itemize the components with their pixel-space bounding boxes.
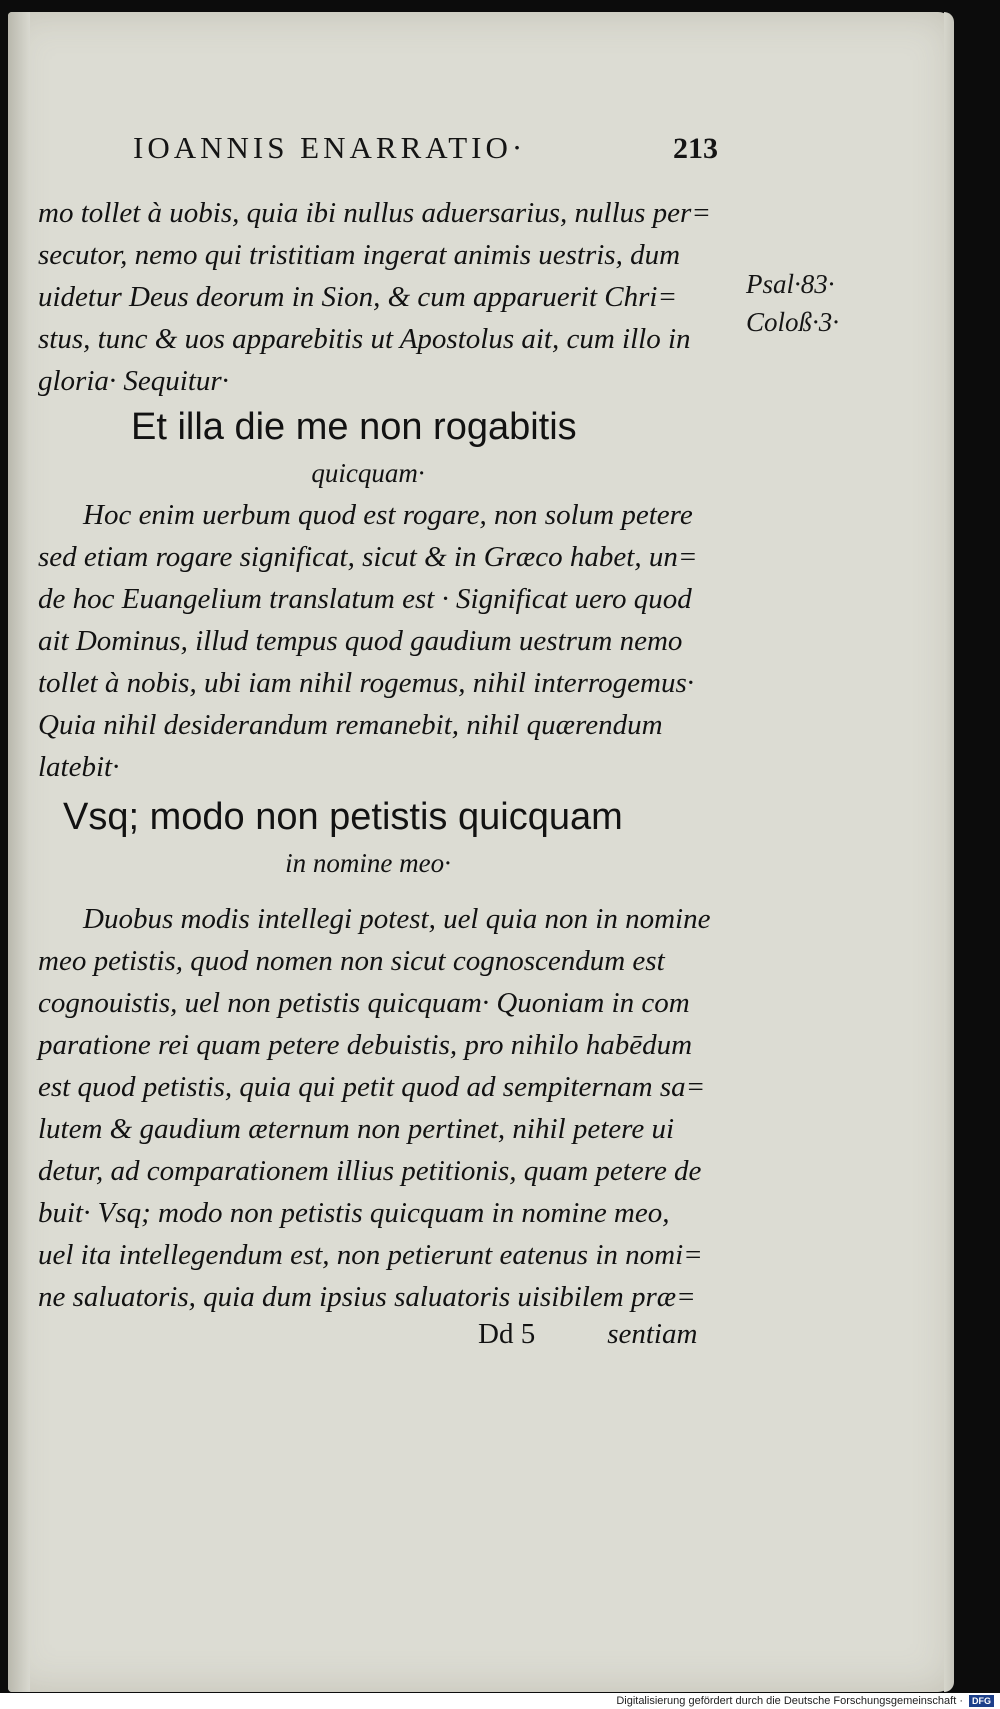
main-text-block	[38, 192, 738, 1364]
text-line: gloria· Sequitur·	[38, 365, 229, 397]
scanned-page	[8, 12, 954, 1692]
dfg-credit: Digitalisierung gefördert durch die Deutsche Forschungsgemeinschaft ·	[616, 1695, 963, 1707]
text-line: cognouistis, uel non petistis quicquam· Quoniam in com	[38, 987, 690, 1019]
paragraph-1	[38, 192, 738, 402]
text-line: ne saluatoris, quia dum ipsius saluatoris uisibilem præ=	[38, 1281, 696, 1313]
text-line: meo petistis, quod nomen non sicut cognoscendum est	[38, 945, 665, 977]
lemma-continuation-2: in nomine meo·	[285, 848, 451, 878]
page-edge	[944, 12, 954, 1692]
paragraph-3	[38, 898, 738, 1318]
text-line: mo tollet à uobis, quia ibi nullus aduersarius, nullus per=	[38, 197, 711, 229]
text-line: Hoc enim uerbum quod est rogare, non solum petere	[83, 499, 693, 531]
text-line: secutor, nemo qui tristitiam ingerat animis uestris, dum	[38, 239, 681, 271]
catchword: sentiam	[607, 1318, 698, 1350]
page-header	[133, 130, 718, 166]
text-line: paratione rei quam petere debuistis, pro nihilo habēdum	[38, 1029, 693, 1061]
lemma-continuation-1: quicquam·	[311, 458, 425, 488]
text-line: lutem & gaudium æternum non pertinet, nihil petere ui	[38, 1113, 675, 1145]
text-line: Duobus modis intellegi potest, uel quia non in nomine	[83, 903, 711, 935]
text-line: sed etiam rogare significat, sicut & in Græco habet, un=	[38, 541, 698, 573]
dfg-logo: DFG	[969, 1695, 994, 1707]
text-line: de hoc Euangelium translatum est · Significat uero quod	[38, 583, 692, 615]
signature-line	[38, 1318, 738, 1364]
paragraph-2	[38, 494, 738, 788]
margin-notes	[746, 265, 839, 341]
text-line: buit· Vsq; modo non petistis quicquam in nomine meo,	[38, 1197, 670, 1229]
text-line: detur, ad comparationem illius petitionis, quam petere de	[38, 1155, 702, 1187]
lemma-heading-1: Et illa die me non rogabitis	[131, 406, 577, 448]
text-line: est quod petistis, quia qui petit quod ad sempiternam sa=	[38, 1071, 706, 1103]
text-line: stus, tunc & uos apparebitis ut Apostolus ait, cum illo in	[38, 323, 691, 355]
text-line: ait Dominus, illud tempus quod gaudium uestrum nemo	[38, 625, 683, 657]
running-head: IOANNIS ENARRATIO·	[133, 130, 527, 165]
signature-mark: Dd 5	[478, 1318, 536, 1350]
folio-number: 213	[673, 132, 718, 165]
text-line: uidetur Deus deorum in Sion, & cum apparuerit Chri=	[38, 281, 678, 313]
text-line: latebit·	[38, 751, 120, 783]
text-line: tollet à nobis, ubi iam nihil rogemus, nihil interrogemus·	[38, 667, 694, 699]
lemma-heading-2: Vsq; modo non petistis quicquam	[63, 796, 623, 838]
text-line: Quia nihil desiderandum remanebit, nihil quærendum	[38, 709, 663, 741]
margin-note-psalm: Psal·83·	[746, 269, 835, 299]
digitization-footer	[0, 1693, 1000, 1709]
text-line: uel ita intellegendum est, non petierunt eatenus in nomi=	[38, 1239, 703, 1271]
margin-note-colossians: Coloß·3·	[746, 307, 840, 337]
book-gutter	[8, 12, 30, 1692]
